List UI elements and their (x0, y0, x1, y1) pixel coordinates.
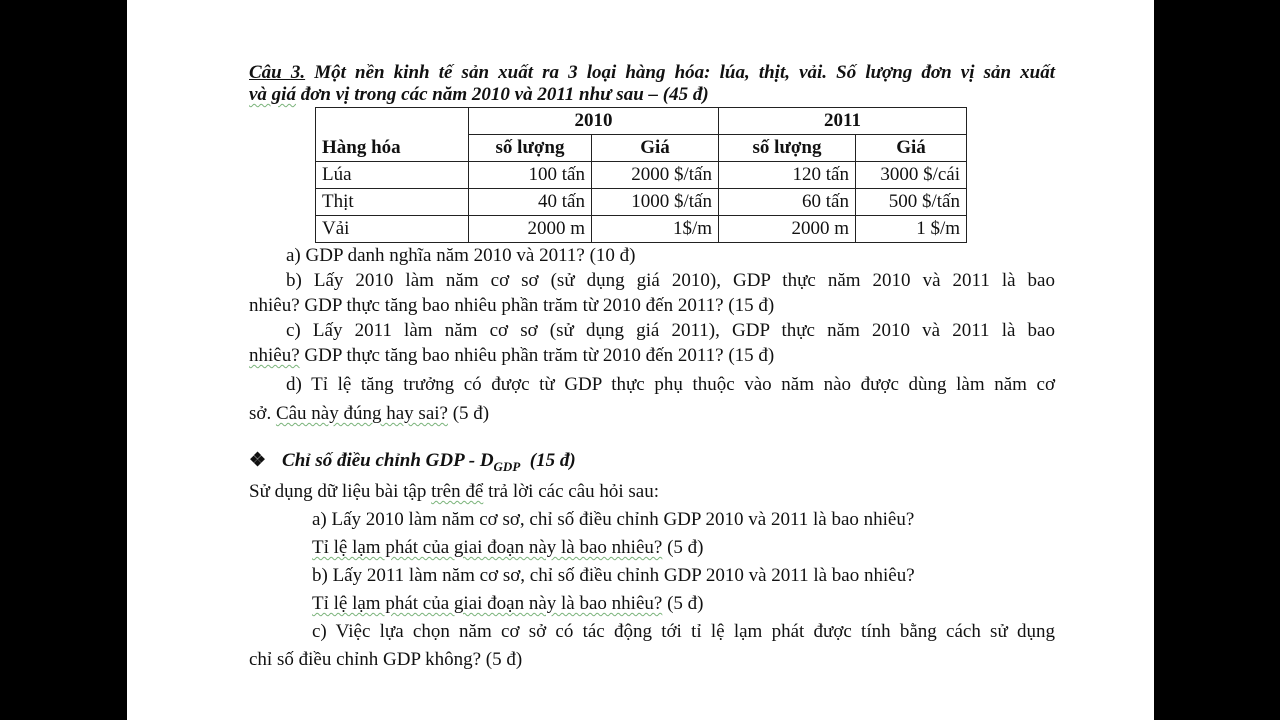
question-title: Câu 3. (249, 62, 306, 83)
s-b-line2-a: Tỉ lệ lạm phát của giai đoạn này là bao nhiêu? (312, 592, 663, 614)
diamond-bullet-icon: ❖ (249, 450, 267, 471)
year-2011-header: 2011 (719, 108, 967, 135)
s-a-line1: a) Lấy 2010 làm năm cơ sơ, chỉ số điều chỉnh GDP 2010 và 2011 là bao nhiêu? (312, 508, 915, 530)
question-intro-line2-a: và giá (249, 84, 296, 105)
price-2011-header: Giá (856, 135, 967, 162)
document-page (127, 0, 1154, 720)
price-2011: 500 $/tấn (856, 189, 967, 216)
table-row (316, 216, 967, 243)
question-intro-line2-b: đơn vị trong các năm 2010 và 2011 như sau – (45 đ) (300, 84, 709, 105)
col-goods-header: Hàng hóa (316, 108, 469, 162)
part-c-line2-b: GDP thực tăng bao nhiêu phần trăm từ 2010 đến 2011? (15 đ) (299, 345, 775, 366)
part-b-line1: b) Lấy 2010 làm năm cơ sơ (sử dụng giá 2010), GDP thực năm 2010 và 2011 là bao (286, 270, 1055, 291)
qty-2010-header: số lượng (469, 135, 592, 162)
section-intro-a: Sử dụng dữ liệu bài tập (249, 480, 432, 502)
qty-2010: 100 tấn (469, 162, 592, 189)
question-heading-line1 (249, 62, 1055, 84)
document-content (249, 62, 1055, 672)
s-b-line2-b: (5 đ) (662, 592, 704, 614)
price-2010: 2000 $/tấn (592, 162, 719, 189)
qty-2010: 2000 m (469, 216, 592, 243)
qty-2011: 60 tấn (719, 189, 856, 216)
part-c-line1: c) Lấy 2011 làm năm cơ sơ (sử dụng giá 2011), GDP thực năm 2010 và 2011 là bao (286, 320, 1055, 341)
price-2010: 1$/m (592, 216, 719, 243)
s-a-line2 (249, 535, 1055, 560)
part-d-line2 (249, 401, 1055, 426)
s-b-line1: b) Lấy 2011 làm năm cơ sơ, chỉ số điều chỉnh GDP 2010 và 2011 là bao nhiêu? (312, 564, 915, 586)
s-b-line2 (249, 591, 1055, 616)
question-heading-line2 (249, 84, 1055, 106)
table-row (316, 162, 967, 189)
part-c-line2-a: nhiêu? (249, 345, 300, 366)
price-2011: 1 $/m (856, 216, 967, 243)
part-d-line2-b: Câu này đúng hay sai? (275, 403, 448, 424)
qty-2011-header: số lượng (719, 135, 856, 162)
section-intro-b: trên để (431, 480, 484, 502)
price-2011: 3000 $/cái (856, 162, 967, 189)
section-heading (249, 449, 1055, 479)
section-title-subscript: GDP (493, 458, 521, 474)
s-c-line1: c) Việc lựa chọn năm cơ sở có tác động tới tỉ lệ lạm phát được tính bằng cách sử dụng (312, 620, 1055, 642)
price-2010-header: Giá (592, 135, 719, 162)
part-a: a) GDP danh nghĩa năm 2010 và 2011? (10 đ) (286, 245, 636, 266)
part-b-line2: nhiêu? GDP thực tăng bao nhiêu phần trăm từ 2010 đến 2011? (15 đ) (249, 295, 775, 316)
s-a-line2-a: Tỉ lệ lạm phát của giai đoạn này là bao nhiêu? (312, 536, 663, 558)
goods-name: Lúa (316, 162, 469, 189)
section-intro-c: trả lời các câu hỏi sau: (483, 480, 660, 502)
part-d-line1: d) Tỉ lệ tăng trưởng có được từ GDP thực phụ thuộc vào năm nào được dùng làm năm cơ (286, 374, 1055, 395)
part-d-line2-a: sở. (249, 403, 276, 424)
section-title: Chỉ số điều chỉnh GDP - D (282, 450, 494, 471)
goods-table (315, 107, 967, 243)
goods-name: Vải (316, 216, 469, 243)
table-row (316, 189, 967, 216)
s-c-line2: chỉ số điều chỉnh GDP không? (5 đ) (249, 648, 523, 670)
table-year-row (316, 108, 967, 135)
question-intro-line1: Một nền kinh tế sản xuất ra 3 loại hàng hóa: lúa, thịt, vải. Số lượng đơn vị sản xuất (314, 62, 1056, 83)
part-d-line2-c: (5 đ) (447, 403, 490, 424)
year-2010-header: 2010 (469, 108, 719, 135)
s-a-line2-b: (5 đ) (662, 536, 704, 558)
section-intro (249, 479, 1055, 504)
qty-2010: 40 tấn (469, 189, 592, 216)
part-c-line2 (249, 343, 1055, 368)
price-2010: 1000 $/tấn (592, 189, 719, 216)
section-points: (15 đ) (529, 450, 576, 471)
qty-2011: 2000 m (719, 216, 856, 243)
qty-2011: 120 tấn (719, 162, 856, 189)
goods-name: Thịt (316, 189, 469, 216)
